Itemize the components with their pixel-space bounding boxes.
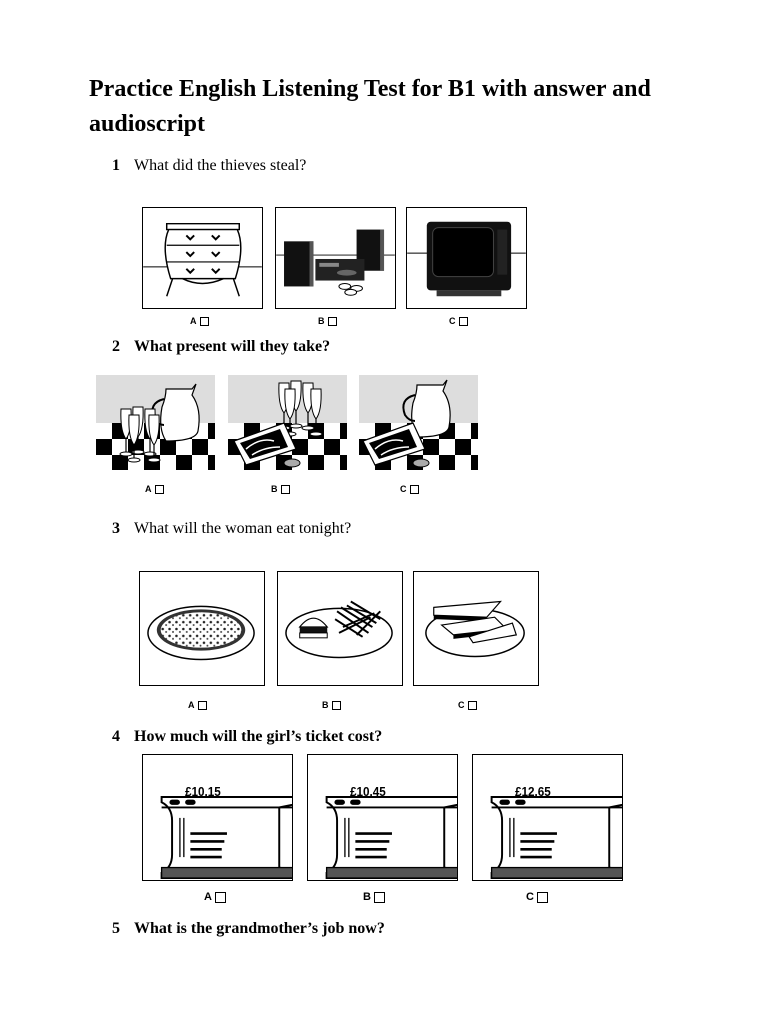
checkbox[interactable] (468, 701, 477, 710)
option-c[interactable] (458, 699, 477, 711)
option-letter: C (526, 891, 534, 903)
option-letter: C (449, 316, 456, 326)
ticket-icon (489, 775, 623, 881)
option-image-ticket-c (472, 754, 623, 881)
stereo-system-icon (276, 208, 395, 308)
burger-and-chips-icon (278, 572, 402, 685)
option-a[interactable] (204, 891, 226, 903)
option-image-ticket-a (142, 754, 293, 881)
jug-and-cd-icon (359, 375, 478, 470)
question-number: 5 (112, 920, 120, 937)
checkbox[interactable] (459, 317, 468, 326)
option-c[interactable] (400, 483, 419, 495)
ticket-price: £10.15 (185, 784, 221, 799)
option-a[interactable] (145, 483, 164, 495)
pizza-icon (140, 572, 264, 685)
question-5 (112, 919, 385, 939)
ticket-price: £12.65 (515, 784, 551, 799)
option-letter: A (145, 484, 152, 494)
sandwiches-icon (414, 572, 538, 685)
page-title: Practice English Listening Test for B1 with answer and audioscript (89, 76, 651, 137)
question-number: 3 (112, 520, 120, 537)
option-letter: B (318, 316, 325, 326)
option-image-jug-and-cd (359, 375, 478, 470)
checkbox[interactable] (215, 892, 226, 903)
question-text: What is the grandmother’s job now? (134, 920, 385, 937)
question-text: How much will the girl’s ticket cost? (134, 728, 383, 745)
option-image-television (406, 207, 527, 309)
option-a[interactable] (188, 699, 207, 711)
checkbox[interactable] (410, 485, 419, 494)
question-4 (112, 727, 382, 747)
ticket-icon (324, 775, 458, 881)
question-number: 2 (112, 338, 120, 355)
checkbox[interactable] (198, 701, 207, 710)
option-b[interactable] (363, 891, 385, 903)
ticket-icon (159, 775, 293, 881)
option-image-chest-of-drawers (142, 207, 263, 309)
question-2 (112, 337, 330, 357)
checkbox[interactable] (328, 317, 337, 326)
option-letter: A (190, 316, 197, 326)
option-b[interactable] (318, 315, 337, 327)
option-a[interactable] (190, 315, 209, 327)
chest-of-drawers-icon (143, 208, 262, 308)
option-image-pizza (139, 571, 265, 686)
option-image-glasses-and-jug (96, 375, 215, 470)
option-c[interactable] (526, 891, 548, 903)
checkbox[interactable] (332, 701, 341, 710)
option-letter: B (322, 700, 329, 710)
ticket-price: £10.45 (350, 784, 386, 799)
checkbox[interactable] (537, 892, 548, 903)
question-number: 1 (112, 157, 120, 174)
option-letter: B (363, 891, 371, 903)
question-1 (112, 156, 306, 176)
option-letter: A (204, 891, 212, 903)
glasses-and-jug-icon (96, 375, 215, 470)
checkbox[interactable] (155, 485, 164, 494)
question-text: What did the thieves steal? (134, 157, 307, 174)
option-image-burger-and-chips (277, 571, 403, 686)
question-text: What present will they take? (134, 338, 331, 355)
option-b[interactable] (271, 483, 290, 495)
option-c[interactable] (449, 315, 468, 327)
glasses-and-cd-icon (228, 375, 347, 470)
option-letter: C (400, 484, 407, 494)
question-number: 4 (112, 728, 120, 745)
checkbox[interactable] (281, 485, 290, 494)
question-3 (112, 519, 351, 539)
option-letter: A (188, 700, 195, 710)
checkbox[interactable] (374, 892, 385, 903)
option-letter: C (458, 700, 465, 710)
option-image-ticket-b (307, 754, 458, 881)
option-letter: B (271, 484, 278, 494)
option-b[interactable] (322, 699, 341, 711)
option-image-sandwiches (413, 571, 539, 686)
question-text: What will the woman eat tonight? (134, 520, 352, 537)
option-image-stereo-system (275, 207, 396, 309)
checkbox[interactable] (200, 317, 209, 326)
television-icon (407, 208, 526, 308)
option-image-glasses-and-cd (228, 375, 347, 470)
